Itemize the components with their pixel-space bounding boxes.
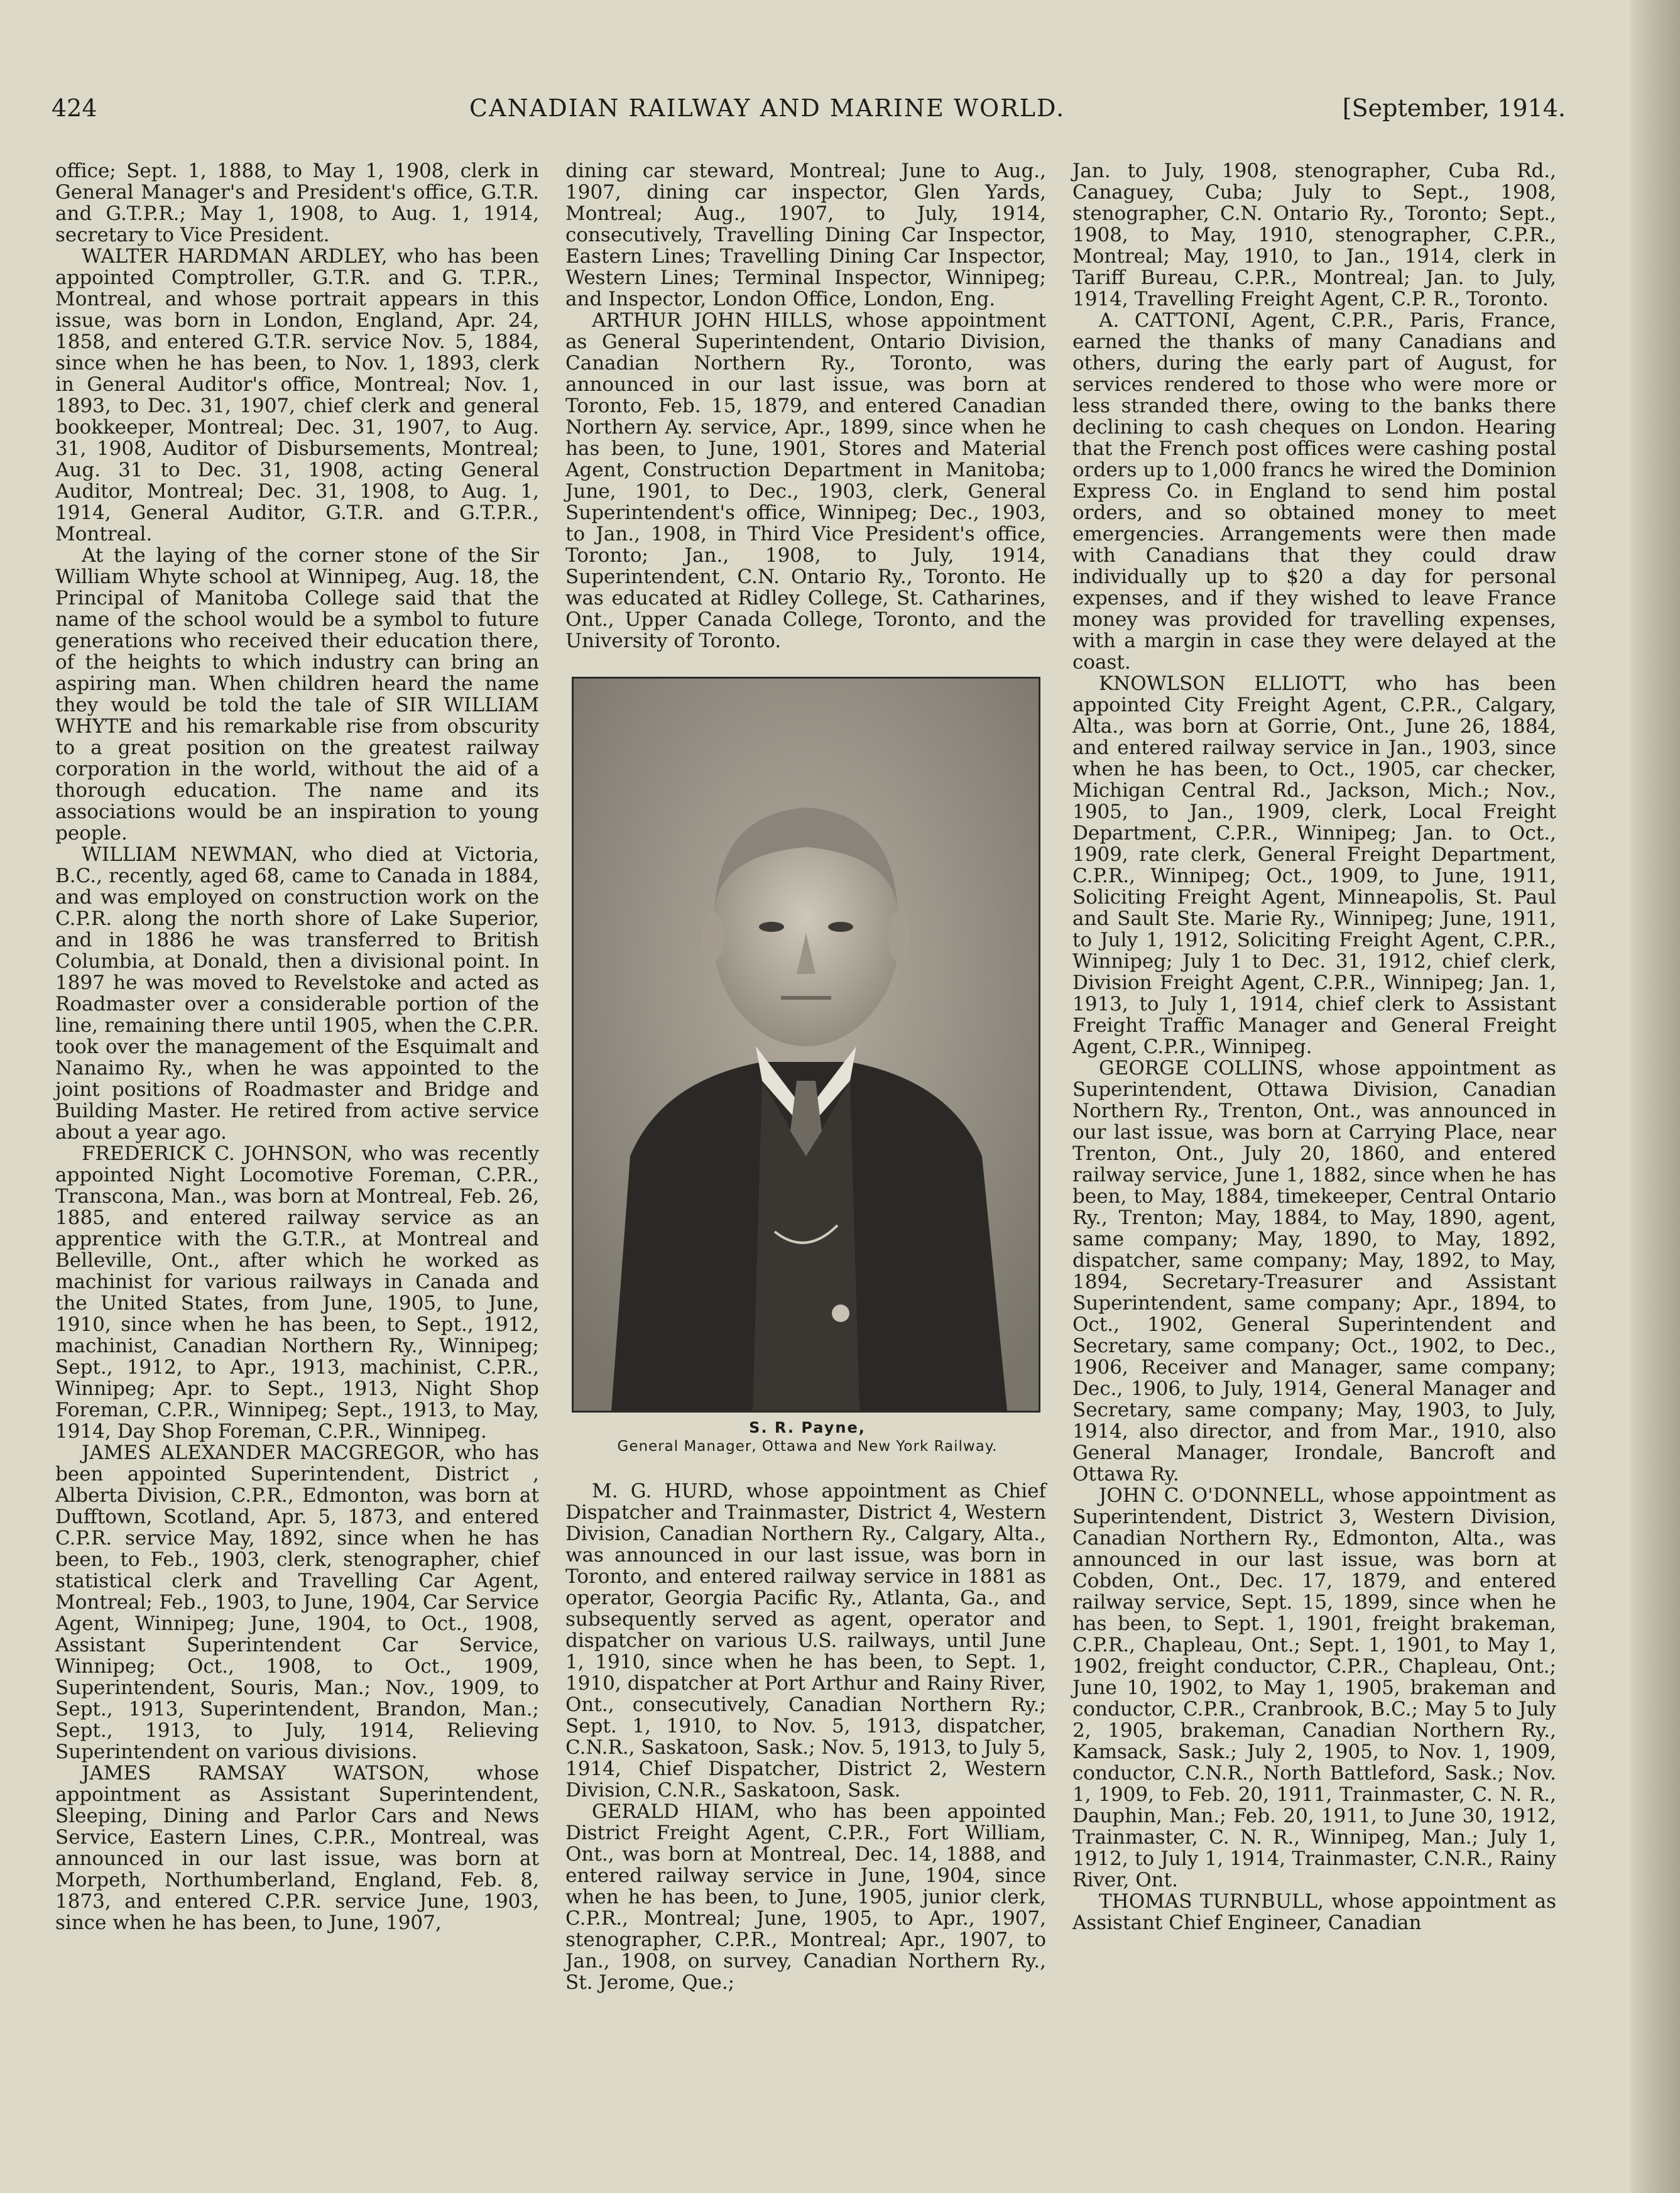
paragraph: ARTHUR JOHN HILLS, whose appointment as General Superintendent, Ontario Division, Canadian Northern Ry., Toronto, was announced in our last issue, was born at Toronto, Feb. 15, 1879, and entered Canadian Northern Ay. service, Apr., 1899, since when he has been, to June, 1901, Stores and Material Agent, Construction Department in Manitoba; June, 1901, to Dec., 1903, clerk, General Superintendent's office, Winnipeg; Dec., 1903, to Jan., 1908, in Third Vice President's office, Toronto; Jan., 1908, to July, 1914, Superintendent, C.N. Ontario Ry., Toronto. He was educated at Ridley College, St. Catharines, Ont., Upper Canada College, Toronto, and the University of Toronto.: [565, 309, 1046, 652]
page-edge: [1630, 0, 1680, 2193]
paragraph: office; Sept. 1, 1888, to May 1, 1908, clerk in General Manager's and President's office, G.T.R. and G.T.P.R.; May 1, 1908, to Aug. 1, 1914, secretary to Vice President.: [55, 160, 539, 246]
paragraph: GERALD HIAM, who has been appointed District Freight Agent, C.P.R., Fort William, Ont., was born at Montreal, Dec. 14, 1888, and entered railway service in June, 1904, since when he has been, to June, 1905, junior clerk, C.P.R., Montreal; June, 1905, to Apr., 1907, stenographer, C.P.R., Montreal; Apr., 1907, to Jan., 1908, on survey, Canadian Northern Ry., St. Jerome, Que.;: [565, 1800, 1046, 1994]
page-number: 424: [52, 94, 97, 122]
paragraph: KNOWLSON ELLIOTT, who has been appointed City Freight Agent, C.P.R., Calgary, Alta., was born at Gorrie, Ont., June 26, 1884, and entered railway service in Jan., 1903, since when he has been, to Oct., 1905, car checker, Michigan Central Rd., Jackson, Mich.; Nov., 1905, to Jan., 1909, clerk, Local Freight Department, C.P.R., Winnipeg; Jan. to Oct., 1909, rate clerk, General Freight Department, C.P.R., Winnipeg; Oct., 1909, to June, 1911, Soliciting Freight Agent, Minneapolis, St. Paul and Sault Ste. Marie Ry., Winnipeg; June, 1911, to July 1, 1912, Soliciting Freight Agent, C.P.R., Winnipeg; July 1 to Dec. 31, 1912, chief clerk, Division Freight Agent, C.P.R., Winnipeg; Jan. 1, 1913, to July 1, 1914, chief clerk to Assistant Freight Traffic Manager and General Freight Agent, C.P.R., Winnipeg.: [1072, 672, 1556, 1058]
paragraph: GEORGE COLLINS, whose appointment as Superintendent, Ottawa Division, Canadian Northern Ry., Trenton, Ont., was announced in our last issue, was born at Carrying Place, near Trenton, Ont., July 20, 1860, and entered railway service, June 1, 1882, since when he has been, to May, 1884, timekeeper, Central Ontario Ry., Trenton; May, 1884, to May, 1890, agent, same company; May, 1890, to May, 1892, dispatcher, same company; May, 1892, to May, 1894, Secretary-Treasurer and Assistant Superintendent, same company; Apr., 1894, to Oct., 1902, General Superintendent and Secretary, same company; Oct., 1902, to Dec., 1906, Receiver and Manager, same company; Dec., 1906, to July, 1914, General Manager and Secretary, same company; May, 1903, to July, 1914, also director, and from Mar., 1910, also General Manager, Irondale, Bancroft and Ottawa Ry.: [1072, 1057, 1556, 1485]
paragraph: JOHN C. O'DONNELL, whose appointment as Superintendent, District 3, Western Division, Canadian Northern Ry., Edmonton, Alta., was announced in our last issue, was born at Cobden, Ont., Dec. 17, 1879, and entered railway service, Sept. 15, 1899, since when he has been, to Sept. 1, 1901, freight brakeman, C.P.R., Chapleau, Ont.; Sept. 1, 1901, to May 1, 1902, freight conductor, C.P.R., Chapleau, Ont.; June 10, 1902, to May 1, 1905, brakeman and conductor, C.P.R., Cranbrook, B.C.; May 5 to July 2, 1905, brakeman, Canadian Northern Ry., Kamsack, Sask.; July 2, 1905, to Nov. 1, 1909, conductor, C.N.R., North Battleford, Sask.; Nov. 1, 1909, to Feb. 20, 1911, Trainmaster, C. N. R., Dauphin, Man.; Feb. 20, 1911, to June 30, 1912, Trainmaster, C. N. R., Winnipeg, Man.; July 1, 1912, to July 1, 1914, Trainmaster, C.N.R., Rainy River, Ont.: [1072, 1484, 1556, 1891]
paragraph: At the laying of the corner stone of the Sir William Whyte school at Winnipeg, Aug. 18, the Principal of Manitoba College said that the name of the school would be a symbol to future generations who received their education there, of the heights to which industry can bring an aspiring man. When children heard the name they would be told the tale of SIR WILLIAM WHYTE and his remarkable rise from obscurity to a great position on the greatest railway corporation in the world, without the aid of a thorough education. The name and its associations would be an inspiration to young people.: [55, 544, 539, 845]
paragraph: JAMES RAMSAY WATSON, whose appointment as Assistant Superintendent, Sleeping, Dining and Parlor Cars and News Service, Eastern Lines, C.P.R., Montreal, was announced in our last issue, was born at Morpeth, Northumberland, England, Feb. 8, 1873, and entered C.P.R. service June, 1903, since when he has been, to June, 1907,: [55, 1762, 539, 1934]
portrait-caption-name: S. R. Payne,: [749, 1419, 866, 1436]
paragraph: dining car steward, Montreal; June to Aug., 1907, dining car inspector, Glen Yards, Montreal; Aug., 1907, to July, 1914, consecutively, Travelling Dining Car Inspector, Eastern Lines; Travelling Dining Car Inspector, Western Lines; Terminal Inspector, Winnipeg; and Inspector, London Office, London, Eng.: [565, 160, 1046, 310]
portrait-photo: [572, 677, 1040, 1413]
paragraph: JAMES ALEXANDER MACGREGOR, who has been appointed Superintendent, District , Alberta Division, C.P.R., Edmonton, was born at Dufftown, Scotland, Apr. 5, 1873, and entered C.P.R. service May, 1892, since when he has been, to Feb., 1903, clerk, stenographer, chief statistical clerk and Travelling Car Agent, Montreal; Feb., 1903, to June, 1904, Car Service Agent, Winnipeg; June, 1904, to Oct., 1908, Assistant Superintendent Car Service, Winnipeg; Oct., 1908, to Oct., 1909, Superintendent, Souris, Man.; Nov., 1909, to Sept., 1913, Superintendent, Brandon, Man.; Sept., 1913, to July, 1914, Relieving Superintendent on various divisions.: [55, 1441, 539, 1763]
portrait-caption-title: General Manager, Ottawa and New York Railway.: [617, 1438, 998, 1455]
column-3: [1072, 160, 1556, 1933]
paragraph: THOMAS TURNBULL, whose appointment as Assistant Chief Engineer, Canadian: [1072, 1890, 1556, 1934]
paragraph: FREDERICK C. JOHNSON, who was recently appointed Night Locomotive Foreman, C.P.R., Transcona, Man., was born at Montreal, Feb. 26, 1885, and entered railway service as an apprentice with the G.T.R., at Montreal and Belleville, Ont., after which he worked as machinist for various railways in Canada and the United States, from June, 1905, to June, 1910, since when he has been, to Sept., 1912, machinist, Canadian Northern Ry., Winnipeg; Sept., 1912, to Apr., 1913, machinist, C.P.R., Winnipeg; Apr. to Sept., 1913, Night Shop Foreman, C.P.R., Winnipeg; Sept., 1913, to May, 1914, Day Shop Foreman, C.P.R., Winnipeg.: [55, 1142, 539, 1443]
paragraph: M. G. HURD, whose appointment as Chief Dispatcher and Trainmaster, District 4, Western Division, Canadian Northern Ry., Calgary, Alta., was announced in our last issue, was born in Toronto, and entered railway service in 1881 as operator, Georgia Pacific Ry., Atlanta, Ga., and subsequently served as agent, operator and dispatcher on various U.S. railways, until June 1, 1910, since when he has been, to Sept. 1, 1910, dispatcher at Port Arthur and Rainy River, Ont., consecutively, Canadian Northern Ry.; Sept. 1, 1910, to Nov. 5, 1913, dispatcher, C.N.R., Saskatoon, Sask.; Nov. 5, 1913, to July 5, 1914, Chief Dispatcher, District 2, Western Division, C.N.R., Saskatoon, Sask.: [565, 1480, 1046, 1802]
running-header: [52, 94, 1566, 132]
paragraph: Jan. to July, 1908, stenographer, Cuba Rd., Canaguey, Cuba; July to Sept., 1908, stenographer, C.N. Ontario Ry., Toronto; Sept., 1908, to May, 1910, stenographer, C.P.R., Montreal; May, 1910, to Jan., 1914, clerk in Tariff Bureau, C.P.R., Montreal; Jan. to July, 1914, Travelling Freight Agent, C.P. R., Toronto.: [1072, 160, 1556, 310]
paragraph: A. CATTONI, Agent, C.P.R., Paris, France, earned the thanks of many Canadians and others, during the early part of August, for services rendered to those who were more or less stranded there, owing to the banks there declining to cash cheques on London. Hearing that the French post offices were cashing postal orders up to 1,000 francs he wired the Dominion Express Co. in England to send him postal orders, and so obtained money to meet emergencies. Arrangements were then made with Canadians that they could draw individually up to $20 a day for personal expenses, and if they wished to leave France money was provided for travelling expenses, with a margin in case they were delayed at the coast.: [1072, 309, 1556, 674]
publication-title: CANADIAN RAILWAY AND MARINE WORLD.: [469, 94, 1066, 122]
portrait-figure: [572, 677, 1043, 1455]
paragraph: WALTER HARDMAN ARDLEY, who has been appointed Comptroller, G.T.R. and G. T.P.R., Montreal, and whose portrait appears in this issue, was born in London, England, Apr. 24, 1858, and entered G.T.R. service Nov. 5, 1884, since when he has been, to Nov. 1, 1893, clerk in General Auditor's office, Montreal; Nov. 1, 1893, to Dec. 31, 1907, chief clerk and general bookkeeper, Montreal; Dec. 31, 1907, to Aug. 31, 1908, Auditor of Disbursements, Montreal; Aug. 31 to Dec. 31, 1908, acting General Auditor, Montreal; Dec. 31, 1908, to Aug. 1, 1914, General Auditor, G.T.R. and G.T.P.R., Montreal.: [55, 245, 539, 545]
issue-date: [September, 1914.: [1342, 94, 1566, 122]
column-1: [55, 160, 539, 1933]
column-2: [565, 160, 1046, 1993]
paragraph: WILLIAM NEWMAN, who died at Victoria, B.C., recently, aged 68, came to Canada in 1884, and was employed on construction work on the C.P.R. along the north shore of Lake Superior, and in 1886 he was transferred to British Columbia, at Donald, then a divisional point. In 1897 he was moved to Revelstoke and acted as Roadmaster over a considerable portion of the line, remaining there until 1905, when the C.P.R. took over the management of the Esquimalt and Nanaimo Ry., when he was appointed to the joint positions of Roadmaster and Bridge and Building Master. He retired from active service about a year ago.: [55, 843, 539, 1144]
